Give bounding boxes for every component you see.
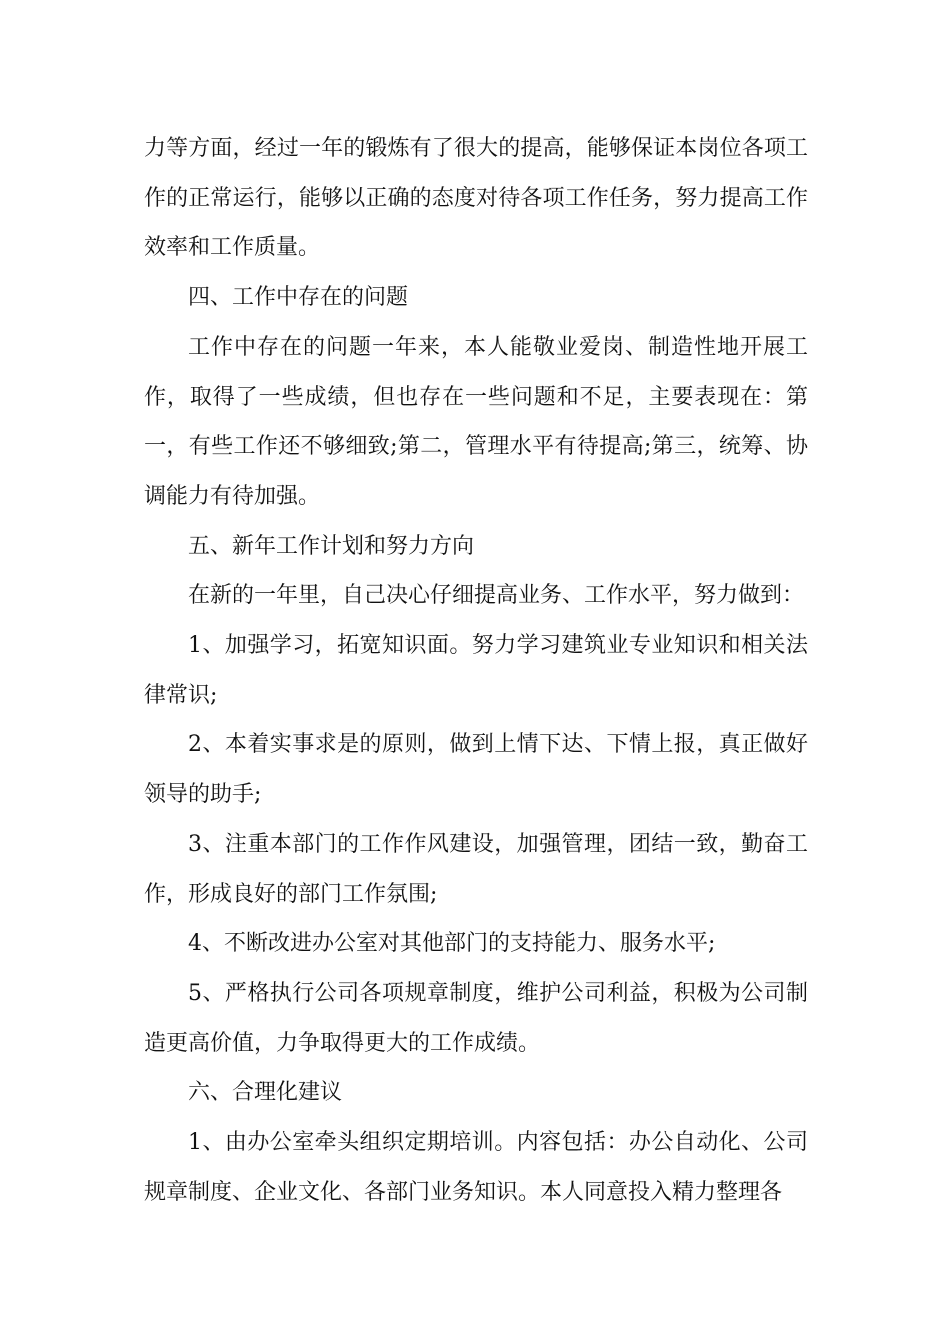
heading-section-6: 六、合理化建议: [188, 1080, 343, 1106]
heading-section-4: 四、工作中存在的问题: [188, 285, 409, 311]
document-body: [144, 124, 808, 1217]
paragraph-problems: 工作中存在的问题一年来，本人能敬业爱岗、制造性地开展工作，取得了一些成绩，但也存在一些问题和不足，主要表现在：第一，有些工作还不够细致;第二，管理水平有待提高;第三，统筹、协调能力有待加强。: [144, 334, 808, 509]
list-item-plan-5: 5、严格执行公司各项规章制度，维护公司利益，积极为公司制造更高价值，力争取得更大的工作成绩。: [144, 980, 808, 1056]
list-item-suggestion-1: 1、由办公室牵头组织定期培训。内容包括：办公自动化、公司规章制度、企业文化、各部门业务知识。本人同意投入精力整理各: [144, 1130, 808, 1205]
list-item-plan-2: 2、本着实事求是的原则，做到上情下达、下情上报，真正做好领导的助手;: [144, 732, 808, 808]
paragraph-continuation: 力等方面，经过一年的锻炼有了很大的提高，能够保证本岗位各项工作的正常运行，能够以正确的态度对待各项工作任务，努力提高工作效率和工作质量。: [144, 136, 808, 261]
paragraph-plan-intro: 在新的一年里，自己决心仔细提高业务、工作水平，努力做到：: [188, 583, 805, 609]
list-item-plan-3: 3、注重本部门的工作作风建设，加强管理，团结一致，勤奋工作，形成良好的部门工作氛围;: [144, 831, 808, 907]
list-item-plan-1: 1、加强学习，拓宽知识面。努力学习建筑业专业知识和相关法律常识;: [144, 633, 808, 708]
list-item-plan-4: 4、不断改进办公室对其他部门的支持能力、服务水平;: [188, 931, 716, 957]
heading-section-5: 五、新年工作计划和努力方向: [188, 533, 475, 559]
